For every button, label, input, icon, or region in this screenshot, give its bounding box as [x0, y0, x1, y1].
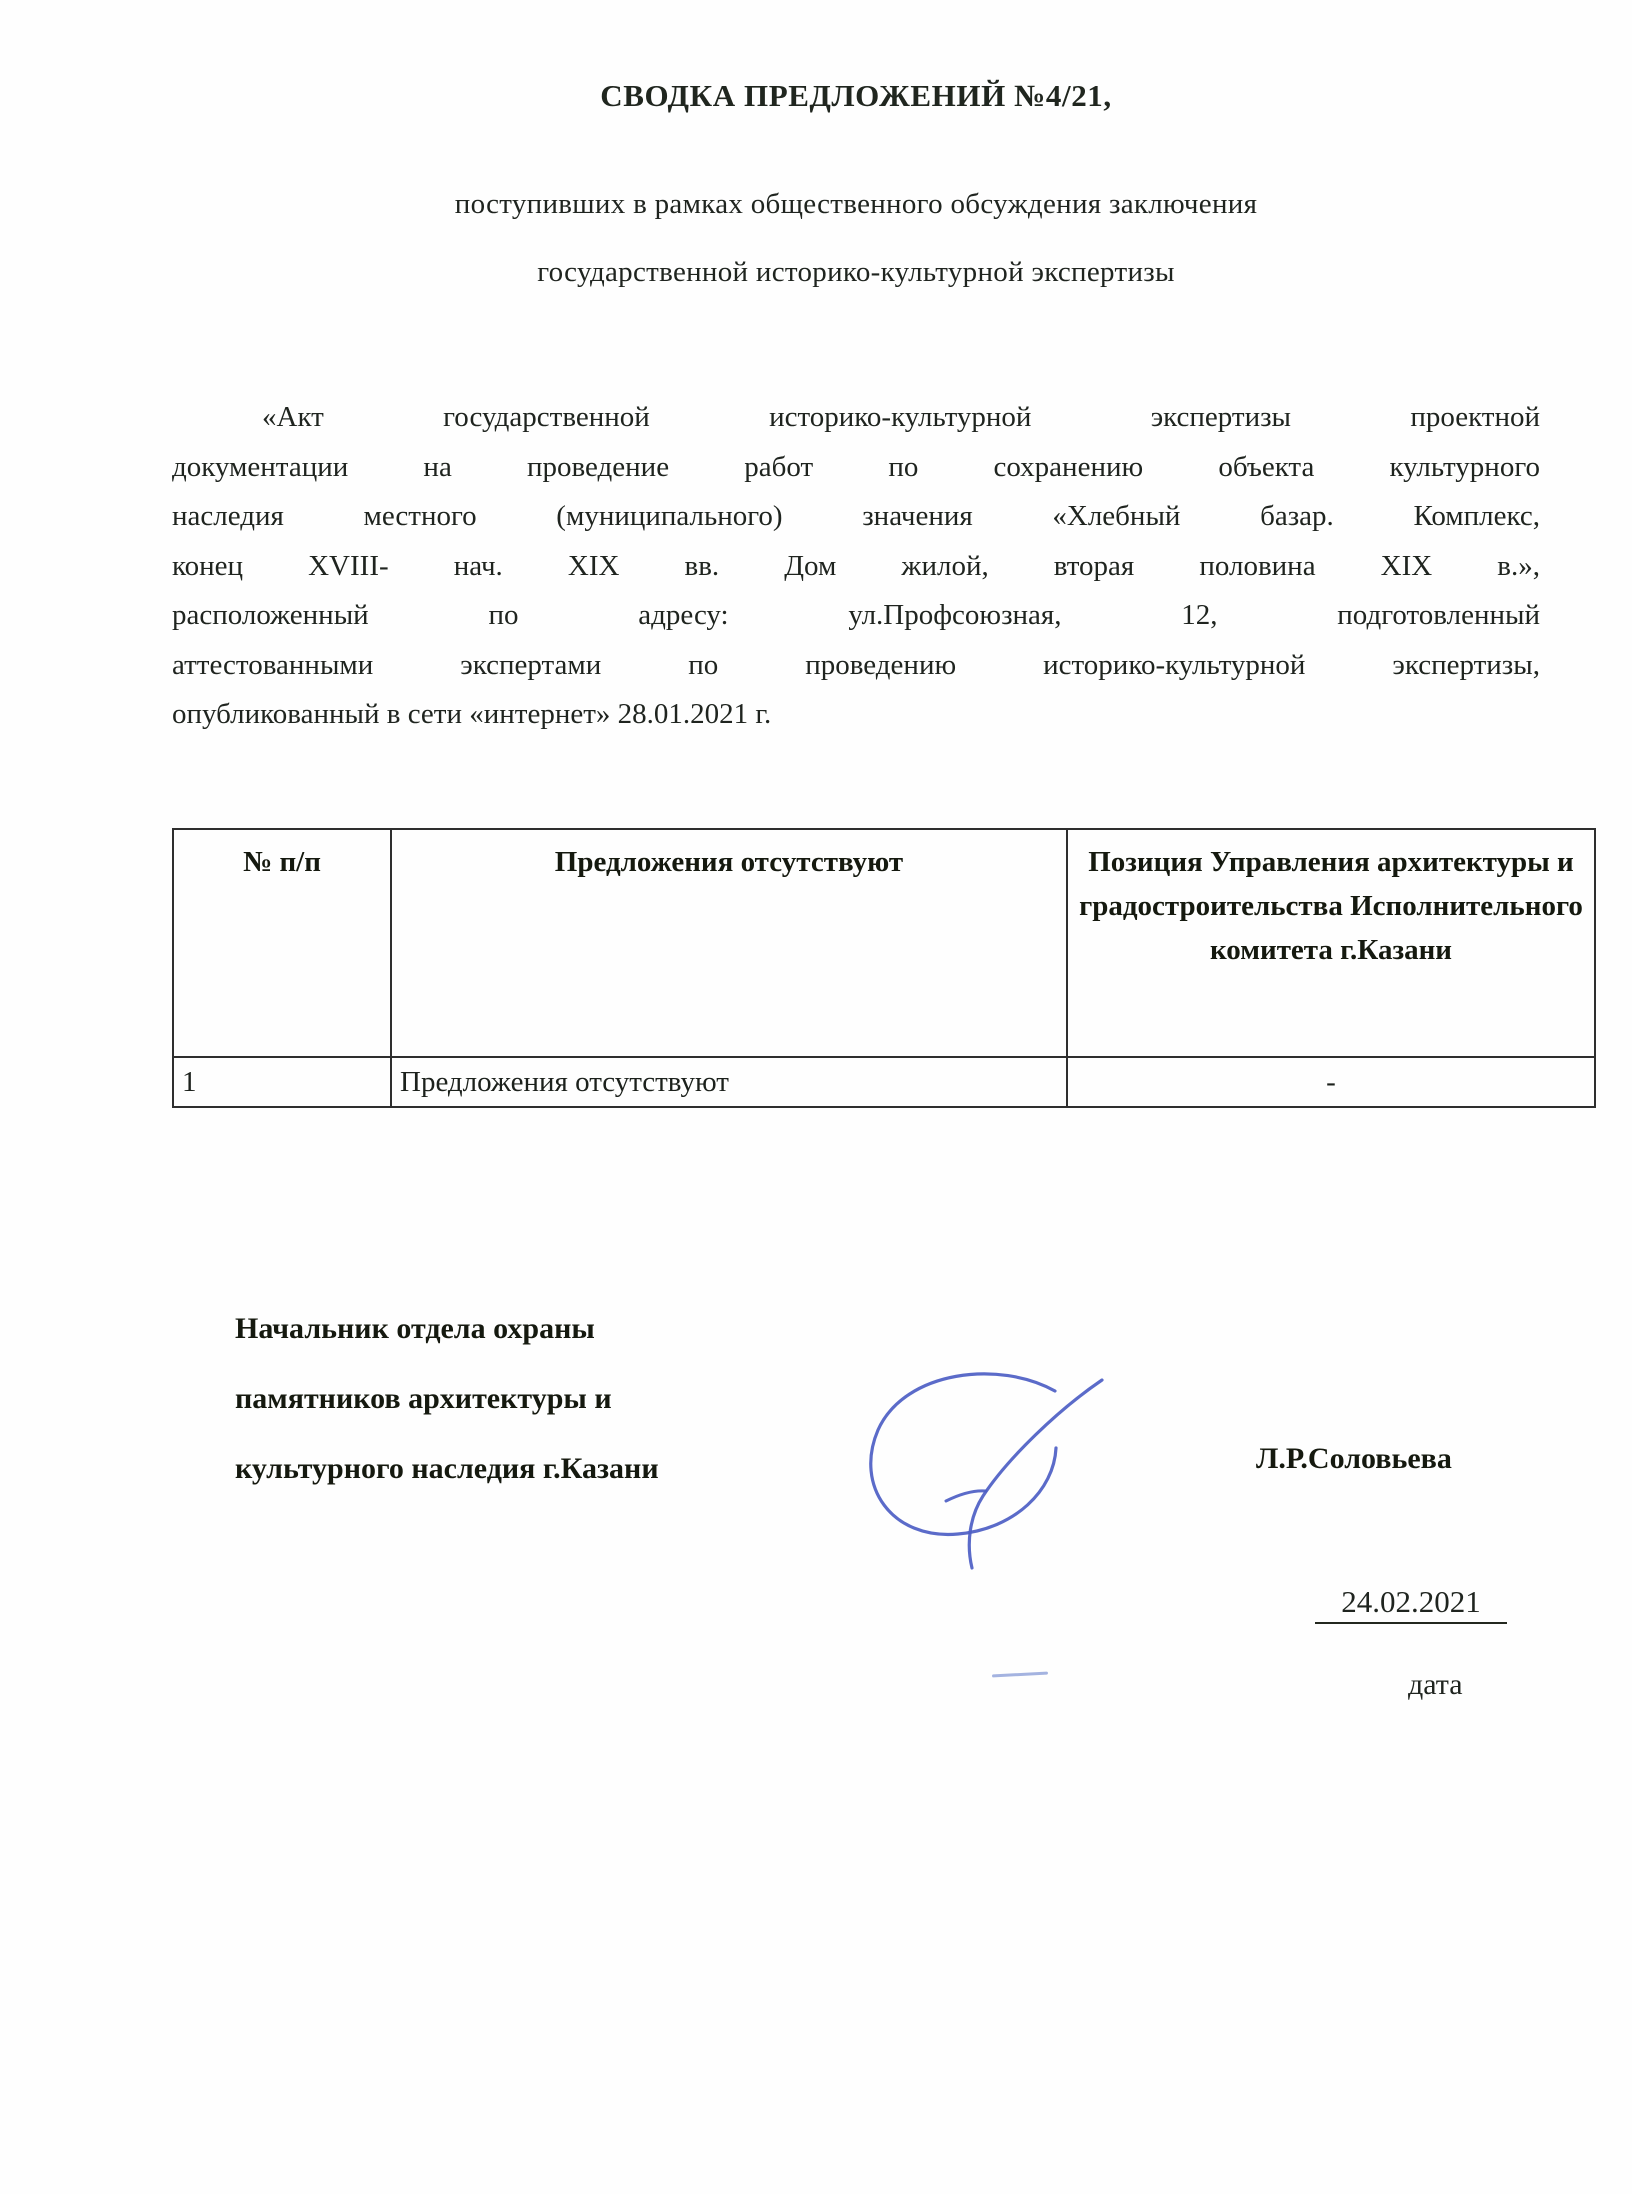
proposals-table: [172, 828, 1596, 1108]
subtitle-line-1: поступивших в рамках общественного обсуждения заключения: [454, 188, 1258, 220]
signatory-position-line: памятников архитектуры и: [235, 1382, 612, 1415]
table-cell-proposals: Предложения отсутствуют: [391, 1057, 1067, 1107]
table-row: [173, 1057, 1595, 1107]
pen-mark: [992, 1672, 1048, 1678]
table-header-num: № п/п: [173, 829, 391, 1057]
paragraph-line: расположенный по адресу: ул.Профсоюзная, 12, подготовленный: [172, 599, 1540, 631]
page-title: СВОДКА ПРЕДЛОЖЕНИЙ №4/21,: [600, 78, 1112, 113]
date-label: дата: [1408, 1668, 1463, 1701]
table-cell-num: 1: [173, 1057, 391, 1107]
signatory-position-line: культурного наследия г.Казани: [235, 1452, 659, 1485]
signatory-name: Л.Р.Соловьева: [1256, 1442, 1452, 1475]
signatory-position-line: Начальник отдела охраны: [235, 1312, 595, 1345]
handwritten-signature: [850, 1358, 1130, 1573]
table-header-proposals: Предложения отсутствуют: [391, 829, 1067, 1057]
table-cell-position: -: [1067, 1057, 1595, 1107]
date-value: 24.02.2021: [1315, 1584, 1507, 1624]
paragraph-line: наследия местного (муниципального) значения «Хлебный базар. Комплекс,: [172, 500, 1540, 532]
paragraph-line: аттестованными экспертами по проведению историко-культурной экспертизы,: [172, 648, 1540, 681]
table-header-row: [173, 829, 1595, 1057]
subtitle-line-2: государственной историко-культурной экспертизы: [537, 256, 1175, 288]
paragraph-line: документации на проведение работ по сохранению объекта культурного: [172, 450, 1540, 483]
paragraph-line: «Акт государственной историко-культурной экспертизы проектной: [262, 401, 1540, 433]
signatory-position: [235, 1312, 659, 1522]
paragraph-line: опубликованный в сети «интернет» 28.01.2021 г.: [172, 698, 772, 730]
body-paragraph: [172, 393, 1540, 740]
table-header-position: Позиция Управления архитектуры и градостроительства Исполнительного комитета г.Казани: [1067, 829, 1595, 1057]
paragraph-line: конец XVIII- нач. XIX вв. Дом жилой, вторая половина XIX в.»,: [172, 549, 1540, 582]
